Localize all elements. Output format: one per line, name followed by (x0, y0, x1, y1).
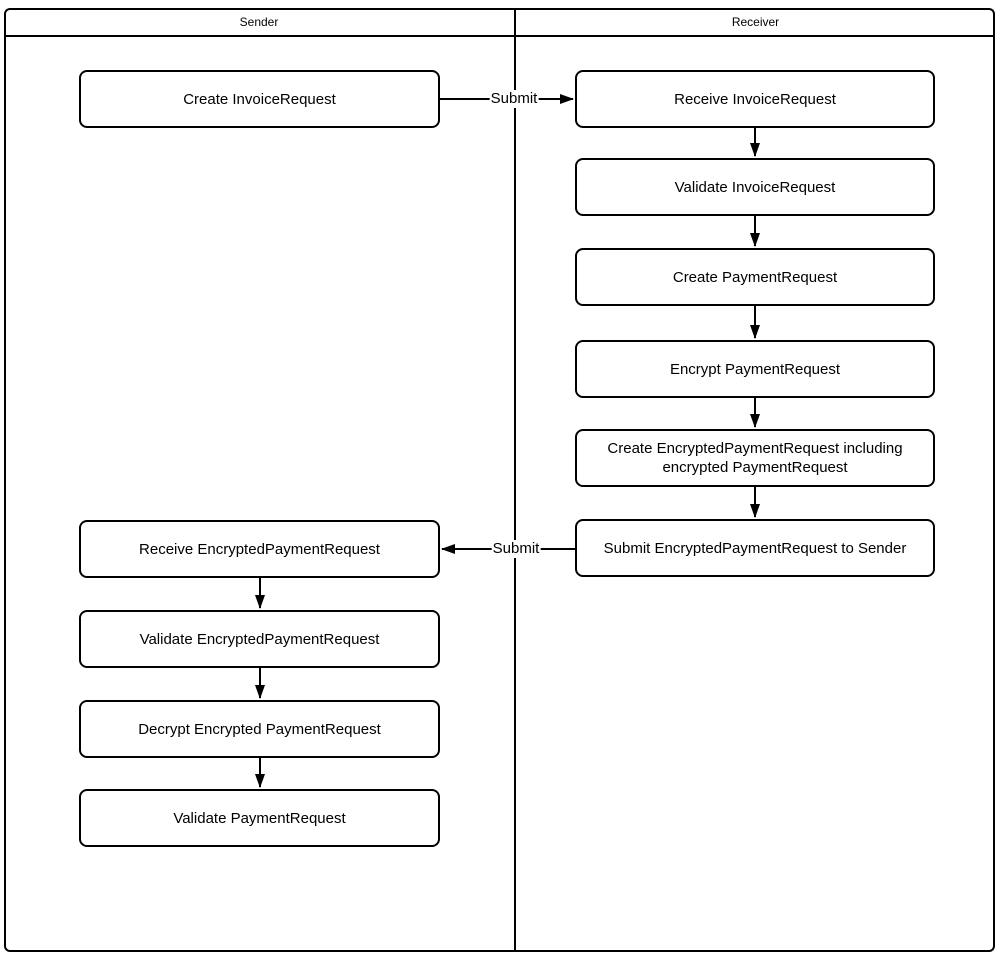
node-create-invoicerequest: Create InvoiceRequest (79, 70, 440, 128)
node-encrypt-paymentrequest: Encrypt PaymentRequest (575, 340, 935, 398)
node-validate-encryptedpaymentrequest: Validate EncryptedPaymentRequest (79, 610, 440, 668)
node-submit-encryptedpaymentrequest-to-sender: Submit EncryptedPaymentRequest to Sender (575, 519, 935, 577)
node-create-paymentrequest: Create PaymentRequest (575, 248, 935, 306)
node-receive-encryptedpaymentrequest: Receive EncryptedPaymentRequest (79, 520, 440, 578)
edge-label-submit-invoice: Submit (490, 90, 538, 107)
node-decrypt-encrypted-paymentrequest: Decrypt Encrypted PaymentRequest (79, 700, 440, 758)
node-create-encryptedpaymentrequest: Create EncryptedPaymentRequest including encrypted PaymentRequest (575, 429, 935, 487)
node-validate-paymentrequest: Validate PaymentRequest (79, 789, 440, 847)
lane-header-sender: Sender (239, 14, 279, 29)
node-validate-invoicerequest: Validate InvoiceRequest (575, 158, 935, 216)
lane-header-receiver: Receiver (731, 14, 780, 29)
edge-label-submit-encrypted-payment: Submit (492, 540, 540, 557)
node-receive-invoicerequest: Receive InvoiceRequest (575, 70, 935, 128)
